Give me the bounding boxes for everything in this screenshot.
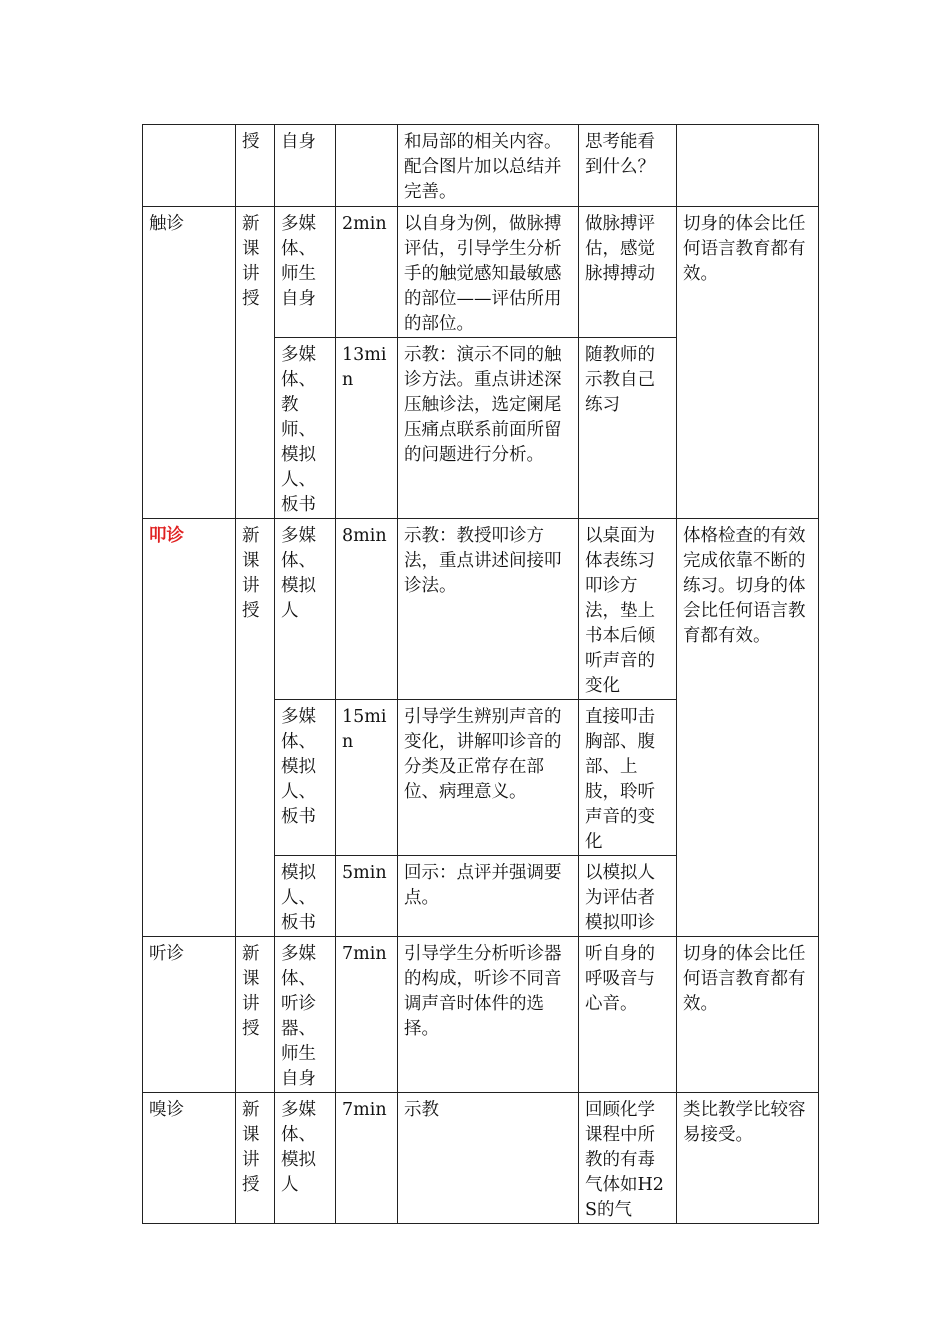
section-label-percussion: 叩诊 (143, 519, 236, 937)
stage-cell: 授 (236, 125, 275, 207)
teacher-activity-cell: 示教 (398, 1093, 579, 1224)
section-cell (143, 125, 236, 207)
media-cell: 模拟人、板书 (275, 856, 336, 937)
teacher-activity-cell: 引导学生辨别声音的变化，讲解叩诊音的分类及正常存在部位、病理意义。 (398, 700, 579, 856)
time-cell: 7min (336, 1093, 398, 1224)
section-label-touch: 触诊 (143, 207, 236, 519)
teacher-activity-cell: 示教：演示不同的触诊方法。重点讲述深压触诊法，选定阑尾压痛点联系前面所留的问题进行分析。 (398, 338, 579, 519)
time-cell: 15min (336, 700, 398, 856)
teacher-activity-cell: 以自身为例，做脉搏评估，引导学生分析手的触觉感知最敏感的部位——评估所用的部位。 (398, 207, 579, 338)
student-activity-cell: 做脉搏评估，感觉脉搏搏动 (579, 207, 677, 338)
media-cell: 多媒体、听诊器、师生自身 (275, 937, 336, 1093)
student-activity-cell: 随教师的示教自己练习 (579, 338, 677, 519)
time-cell: 7min (336, 937, 398, 1093)
media-cell: 多媒体、模拟人、板书 (275, 700, 336, 856)
student-activity-cell: 思考能看到什么？ (579, 125, 677, 207)
stage-cell: 新课讲授 (236, 207, 275, 519)
student-activity-cell: 听自身的呼吸音与心音。 (579, 937, 677, 1093)
section-label-smell: 嗅诊 (143, 1093, 236, 1224)
remark-cell: 体格检查的有效完成依靠不断的练习。切身的体会比任何语言教育都有效。 (677, 519, 819, 937)
stage-cell: 新课讲授 (236, 937, 275, 1093)
table-row (143, 519, 819, 700)
media-cell: 多媒体、模拟人 (275, 1093, 336, 1224)
time-cell: 5min (336, 856, 398, 937)
lesson-plan-table (142, 124, 819, 1224)
section-label-auscultation: 听诊 (143, 937, 236, 1093)
student-activity-cell: 直接叩击胸部、腹部、上肢，聆听声音的变化 (579, 700, 677, 856)
time-cell: 2min (336, 207, 398, 338)
remark-cell: 类比教学比较容易接受。 (677, 1093, 819, 1224)
student-activity-cell: 回顾化学课程中所教的有毒气体如H2S的气 (579, 1093, 677, 1224)
media-cell: 多媒体、模拟人 (275, 519, 336, 700)
media-cell: 自身 (275, 125, 336, 207)
table-row (143, 1093, 819, 1224)
time-cell: 8min (336, 519, 398, 700)
remark-cell: 切身的体会比任何语言教育都有效。 (677, 937, 819, 1093)
table-row (143, 937, 819, 1093)
media-cell: 多媒体、师生自身 (275, 207, 336, 338)
stage-cell: 新课讲授 (236, 1093, 275, 1224)
teacher-activity-cell: 和局部的相关内容。配合图片加以总结并完善。 (398, 125, 579, 207)
table-row (143, 207, 819, 338)
media-cell: 多媒体、教师、模拟人、板书 (275, 338, 336, 519)
time-cell (336, 125, 398, 207)
student-activity-cell: 以模拟人为评估者模拟叩诊 (579, 856, 677, 937)
remark-cell (677, 125, 819, 207)
teacher-activity-cell: 回示：点评并强调要点。 (398, 856, 579, 937)
table-row (143, 125, 819, 207)
stage-cell: 新课讲授 (236, 519, 275, 937)
remark-cell: 切身的体会比任何语言教育都有效。 (677, 207, 819, 519)
time-cell: 13min (336, 338, 398, 519)
teacher-activity-cell: 引导学生分析听诊器的构成，听诊不同音调声音时体件的选择。 (398, 937, 579, 1093)
teacher-activity-cell: 示教：教授叩诊方法，重点讲述间接叩诊法。 (398, 519, 579, 700)
student-activity-cell: 以桌面为体表练习叩诊方法，垫上书本后倾听声音的变化 (579, 519, 677, 700)
